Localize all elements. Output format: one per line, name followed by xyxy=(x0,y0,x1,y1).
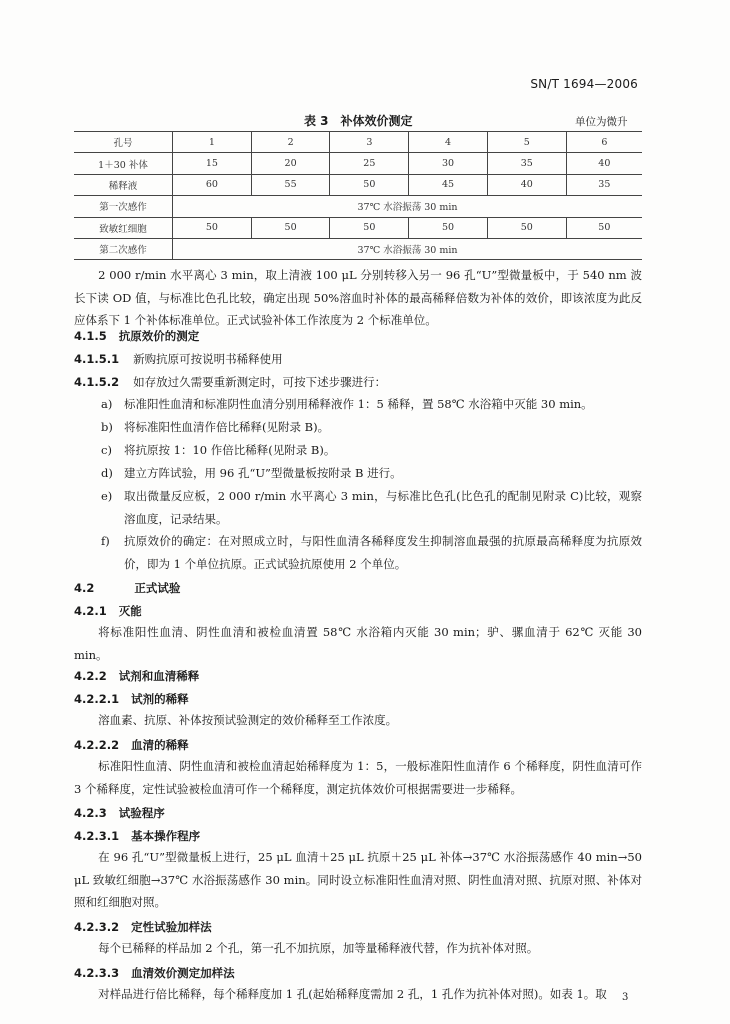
list-item-text: 取出微量反应板，2 000 r/min 水平离心 3 min，与标准比色孔(比色孔的配制见附录 C)比较，观察溶血度，记录结果。 xyxy=(124,489,642,526)
page-number: 3 xyxy=(622,992,629,1003)
table-cell: 40 xyxy=(487,174,566,195)
section-title: 正式试验 xyxy=(134,581,181,595)
table-row xyxy=(74,238,642,259)
list-item-text: 将标准阳性血清作倍比稀释(见附录 B)。 xyxy=(124,420,330,434)
table-row xyxy=(74,132,642,153)
table-row xyxy=(74,174,642,195)
table-cell: 20 xyxy=(251,153,330,174)
section-number: 4.2.2 xyxy=(74,669,107,683)
table-cell: 稀释液 xyxy=(74,174,173,195)
table-cell: 50 xyxy=(566,217,642,238)
table-cell: 2 xyxy=(251,132,330,153)
list-item xyxy=(101,462,642,485)
paragraph: 对样品进行倍比稀释，每个稀释度加 1 孔(起始稀释度需加 2 孔，1 孔作为抗补体对照)。如表 1。取 xyxy=(98,987,607,1001)
table-unit: 单位为微升 xyxy=(575,116,628,128)
paragraph: 在 96 孔“U”型微量板上进行，25 μL 血清＋25 μL 抗原＋25 μL 补体→37℃ 水浴振荡感作 40 min→50 μL 致敏红细胞→37℃ 水浴振荡感作 30 min。同时设立标准阳性血清对照、阴性血清对照、抗原对照、补体对照和红细胞对照。 xyxy=(74,850,642,910)
list-item-text: 标准阳性血清和标准阴性血清分别用稀释液作 1：5 稀释，置 58℃ 水浴箱中灭能 30 min。 xyxy=(124,397,593,411)
table-row xyxy=(74,196,642,217)
list-item-label: e) xyxy=(101,489,113,503)
section-title: 抗原效价的测定 xyxy=(118,329,200,343)
list-item xyxy=(101,393,642,416)
list-item-label: a) xyxy=(101,397,113,411)
section-heading xyxy=(74,965,235,981)
section-title: 血清效价测定加样法 xyxy=(131,966,235,980)
list-item xyxy=(101,485,642,530)
list-item-label: c) xyxy=(101,443,112,457)
list-item-label: d) xyxy=(101,466,113,480)
list-item xyxy=(101,530,642,575)
table-cell: 致敏红细胞 xyxy=(74,217,173,238)
clause xyxy=(74,374,386,390)
section-heading xyxy=(74,919,212,935)
table-cell: 60 xyxy=(173,174,252,195)
section-heading xyxy=(74,737,189,753)
list-item xyxy=(101,439,642,462)
table-cell: 15 xyxy=(173,153,252,174)
table-cell: 40 xyxy=(566,153,642,174)
clause-number: 4.1.5.2 xyxy=(74,375,120,389)
table-cell: 25 xyxy=(330,153,409,174)
paragraph: 每个已稀释的样品加 2 个孔，第一孔不加抗原，加等量稀释液代替，作为抗补体对照。 xyxy=(98,941,539,955)
list-item-label: b) xyxy=(101,420,113,434)
section-heading xyxy=(74,828,200,844)
table-cell: 30 xyxy=(409,153,488,174)
table-cell: 1＋30 补体 xyxy=(74,153,173,174)
section-heading xyxy=(74,603,142,619)
list-item-text: 抗原效价的确定：在对照成立时，与阳性血清各稀释度发生抑制溶血最强的抗原最高稀释度为抗原效价，即为 1 个单位抗原。正式试验抗原使用 2 个单位。 xyxy=(124,534,642,571)
table-cell: 6 xyxy=(566,132,642,153)
section-title: 试验程序 xyxy=(118,806,165,820)
clause xyxy=(74,351,283,367)
section-heading xyxy=(74,328,199,344)
table-cell: 37℃ 水浴振荡 30 min xyxy=(173,196,643,217)
section-number: 4.2 xyxy=(74,581,95,595)
section-number: 4.2.2.1 xyxy=(74,692,120,706)
section-number: 4.2.3 xyxy=(74,806,107,820)
table-cell: 4 xyxy=(409,132,488,153)
table-row xyxy=(74,153,642,174)
section-title: 试剂和血清稀释 xyxy=(118,669,200,683)
clause-text: 新购抗原可按说明书稀释使用 xyxy=(133,352,283,366)
table-cell: 50 xyxy=(173,217,252,238)
paragraph: 将标准阳性血清、阴性血清和被检血清置 58℃ 水浴箱内灭能 30 min；驴、骡血清于 62℃ 灭能 30 min。 xyxy=(74,625,642,662)
section-heading xyxy=(74,580,180,596)
table-cell: 孔号 xyxy=(74,132,173,153)
table-cell: 50 xyxy=(330,174,409,195)
list-item-text: 将抗原按 1：10 作倍比稀释(见附录 B)。 xyxy=(124,443,336,457)
section-number: 4.2.3.3 xyxy=(74,966,120,980)
table-cell: 3 xyxy=(330,132,409,153)
paragraph: 溶血素、抗原、补体按预试验测定的效价稀释至工作浓度。 xyxy=(98,713,398,727)
section-number: 4.2.3.2 xyxy=(74,920,120,934)
section-number: 4.2.1 xyxy=(74,604,107,618)
table-cell: 50 xyxy=(330,217,409,238)
list-item xyxy=(101,416,642,439)
complement-titer-table xyxy=(74,131,642,260)
section-title: 血清的稀释 xyxy=(131,738,189,752)
section-heading xyxy=(74,691,189,707)
table-cell: 45 xyxy=(409,174,488,195)
table-cell: 5 xyxy=(487,132,566,153)
list-item-label: f) xyxy=(101,534,110,548)
list-item-text: 建立方阵试验，用 96 孔“U”型微量板按附录 B 进行。 xyxy=(124,466,402,480)
table-cell: 第一次感作 xyxy=(74,196,173,217)
section-number: 4.2.3.1 xyxy=(74,829,120,843)
section-heading xyxy=(74,668,199,684)
table-cell: 50 xyxy=(487,217,566,238)
table-cell: 37℃ 水浴振荡 30 min xyxy=(173,238,643,259)
table-cell: 35 xyxy=(487,153,566,174)
table-cell: 50 xyxy=(251,217,330,238)
table-row xyxy=(74,217,642,238)
section-number: 4.1.5 xyxy=(74,329,107,343)
table-cell: 55 xyxy=(251,174,330,195)
section-title: 试剂的稀释 xyxy=(131,692,189,706)
clause-text: 如存放过久需要重新测定时，可按下述步骤进行： xyxy=(133,375,387,389)
table-cell: 第二次感作 xyxy=(74,238,173,259)
table-cell: 35 xyxy=(566,174,642,195)
section-heading xyxy=(74,805,165,821)
section-number: 4.2.2.2 xyxy=(74,738,120,752)
standard-number: SN/T 1694—2006 xyxy=(530,77,638,91)
section-title: 基本操作程序 xyxy=(131,829,201,843)
table-cell: 50 xyxy=(409,217,488,238)
section-title: 灭能 xyxy=(118,604,142,618)
section-title: 定性试验加样法 xyxy=(131,920,212,934)
paragraph: 标准阳性血清、阴性血清和被检血清起始稀释度为 1：5，一般标准阳性血清作 6 个稀释度，阴性血清可作 3 个稀释度，定性试验被检血清可作一个稀释度，测定抗体效价可根据需要进一步稀释。 xyxy=(74,759,642,796)
table-cell: 1 xyxy=(173,132,252,153)
clause-number: 4.1.5.1 xyxy=(74,352,120,366)
paragraph: 2 000 r/min 水平离心 3 min，取上清液 100 μL 分别转移入另一 96 孔“U”型微量板中，于 540 nm 波长下读 OD 值，与标准比色孔比较，确定出现 50%溶血时补体的最高稀释倍数为补体的效价，即该浓度为此反应体系下 1 个补体标准单位。正式试验补体工作浓度为 2 个标准单位。 xyxy=(74,268,642,328)
table-title: 表 3 补体效价测定 xyxy=(304,114,413,128)
